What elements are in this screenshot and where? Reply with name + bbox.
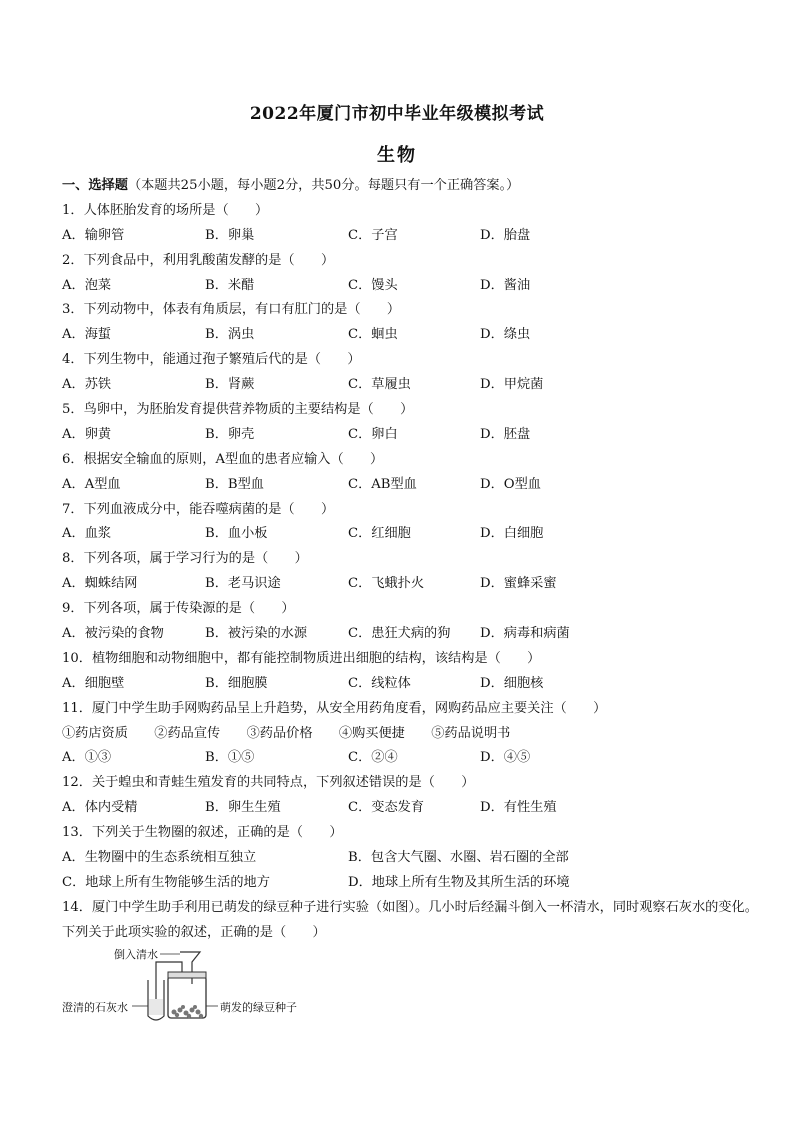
question-list: [62, 174, 762, 946]
option: C．地球上所有生物能够生活的地方: [62, 874, 270, 890]
option: B．肾蕨: [205, 377, 255, 393]
option: C．患狂犬病的狗: [348, 626, 451, 642]
option: D．细胞核: [480, 675, 544, 691]
option: D．地球上所有生物及其所生活的环境: [348, 874, 570, 890]
option: D．有性生殖: [480, 800, 557, 816]
exam-subject: 生物: [377, 145, 417, 166]
option: C．AB型血: [348, 476, 417, 492]
option: C．飞蛾扑火: [348, 576, 425, 592]
option: B．B型血: [205, 476, 264, 492]
question-stem: 2．下列食品中，利用乳酸菌发酵的是（ ）: [62, 252, 335, 268]
option-row: [62, 274, 762, 299]
option: C．子宫: [348, 227, 398, 243]
option-row: [62, 746, 762, 771]
section-title: 一、选择题: [62, 178, 128, 193]
question-stem: 1．人体胚胎发育的场所是（ ）: [62, 202, 269, 218]
question-stem: 13．下列关于生物圈的叙述，正确的是（ ）: [62, 825, 343, 841]
option: A．体内受精: [62, 800, 138, 816]
option: B．老马识途: [205, 576, 281, 592]
option: C．变态发育: [348, 800, 425, 816]
option: A．卵黄: [62, 426, 112, 442]
question-stem: 6．根据安全输血的原则，A型血的患者应输入（ ）: [62, 451, 384, 467]
option: D．病毒和病菌: [480, 626, 570, 642]
question-stem: 8．下列各项，属于学习行为的是（ ）: [62, 551, 308, 567]
question-stem: 12．关于蝗虫和青蛙生殖发育的共同特点，下列叙述错误的是（ ）: [62, 775, 475, 791]
option-row: [62, 572, 762, 597]
option: A．①③: [62, 750, 112, 766]
option: A．蜘蛛结网: [62, 576, 138, 592]
option: B．卵壳: [205, 426, 255, 442]
label-pour-water: 倒入清水: [114, 948, 158, 961]
option: A．泡菜: [62, 277, 112, 293]
option: C．②④: [348, 750, 398, 766]
option: C．卵白: [348, 426, 398, 442]
option: B．细胞膜: [205, 675, 268, 691]
option: A．被污染的食物: [62, 626, 164, 642]
question-stem: 11．厦门中学生助手网购药品呈上升趋势，从安全用药角度看，网购药品应主要关注（ ）: [62, 700, 607, 716]
option: D．酱油: [480, 277, 531, 293]
question-stem: 10．植物细胞和动物细胞中，都有能控制物质进出细胞的结构，该结构是（ ）: [62, 650, 541, 666]
option: D．胎盘: [480, 227, 531, 243]
option-row: [62, 871, 762, 896]
experiment-figure: [62, 944, 302, 1024]
section-heading: [62, 174, 762, 199]
option-row: [62, 373, 762, 398]
option: B．①⑤: [205, 750, 255, 766]
option: D．O型血: [480, 476, 541, 492]
question-choices-list: ①药店资质 ②药品宣传 ③药品价格 ④购买便捷 ⑤药品说明书: [62, 725, 511, 741]
option: C．馒头: [348, 277, 398, 293]
option: B．卵生生殖: [205, 800, 281, 816]
option: B．血小板: [205, 526, 268, 542]
option: A．细胞壁: [62, 675, 125, 691]
question-stem: 9．下列各项，属于传染源的是（ ）: [62, 601, 295, 617]
option-row: [62, 672, 762, 697]
option: A．海蜇: [62, 327, 112, 343]
option: D．白细胞: [480, 526, 544, 542]
option: A．输卵管: [62, 227, 125, 243]
option: B．米醋: [205, 277, 255, 293]
option: B．被污染的水源: [205, 626, 308, 642]
option: B．卵巢: [205, 227, 255, 243]
option: D．甲烷菌: [480, 377, 544, 393]
option-row: [62, 423, 762, 448]
question-stem: 7．下列血液成分中，能吞噬病菌的是（ ）: [62, 501, 335, 517]
question-stem: 3．下列动物中，体表有角质层，有口有肛门的是（ ）: [62, 302, 401, 318]
label-limewater: 澄清的石灰水: [62, 1001, 128, 1014]
option-row: [62, 224, 762, 249]
question-stem: 5．鸟卵中，为胚胎发育提供营养物质的主要结构是（ ）: [62, 402, 414, 418]
option-row: [62, 522, 762, 547]
option: D．蜜蜂采蜜: [480, 576, 557, 592]
section-note: （本题共25小题，每小题2分，共50分。每题只有一个正确答案。）: [127, 178, 520, 193]
option: D．绦虫: [480, 327, 531, 343]
option: D．④⑤: [480, 750, 531, 766]
option: C．蛔虫: [348, 327, 398, 343]
option: B．涡虫: [205, 327, 255, 343]
option: B．包含大气圈、水圈、岩石圈的全部: [348, 850, 569, 866]
exam-title: 2022年厦门市初中毕业年级模拟考试: [249, 104, 545, 124]
option: A．血浆: [62, 526, 112, 542]
option: C．红细胞: [348, 526, 411, 542]
option: A．生物圈中的生态系统相互独立: [62, 850, 257, 866]
option: C．线粒体: [348, 675, 411, 691]
option-row: [62, 473, 762, 498]
option-row: [62, 846, 762, 871]
option-row: [62, 323, 762, 348]
option-row: [62, 622, 762, 647]
option: A．A型血: [62, 476, 121, 492]
option: D．胚盘: [480, 426, 531, 442]
option: A．苏铁: [62, 377, 112, 393]
option-row: [62, 796, 762, 821]
question-stem: 4．下列生物中，能通过孢子繁殖后代的是（ ）: [62, 352, 361, 368]
label-germinating-seeds: 萌发的绿豆种子: [220, 1001, 297, 1014]
question-stem: 14．厦门中学生助手利用已萌发的绿豆种子进行实验（如图）。几小时后经漏斗倒入一杯清水，同时观察石灰水的变化。下列关于此项实验的叙述，正确的是（ ）: [62, 899, 758, 940]
option: C．草履虫: [348, 377, 411, 393]
